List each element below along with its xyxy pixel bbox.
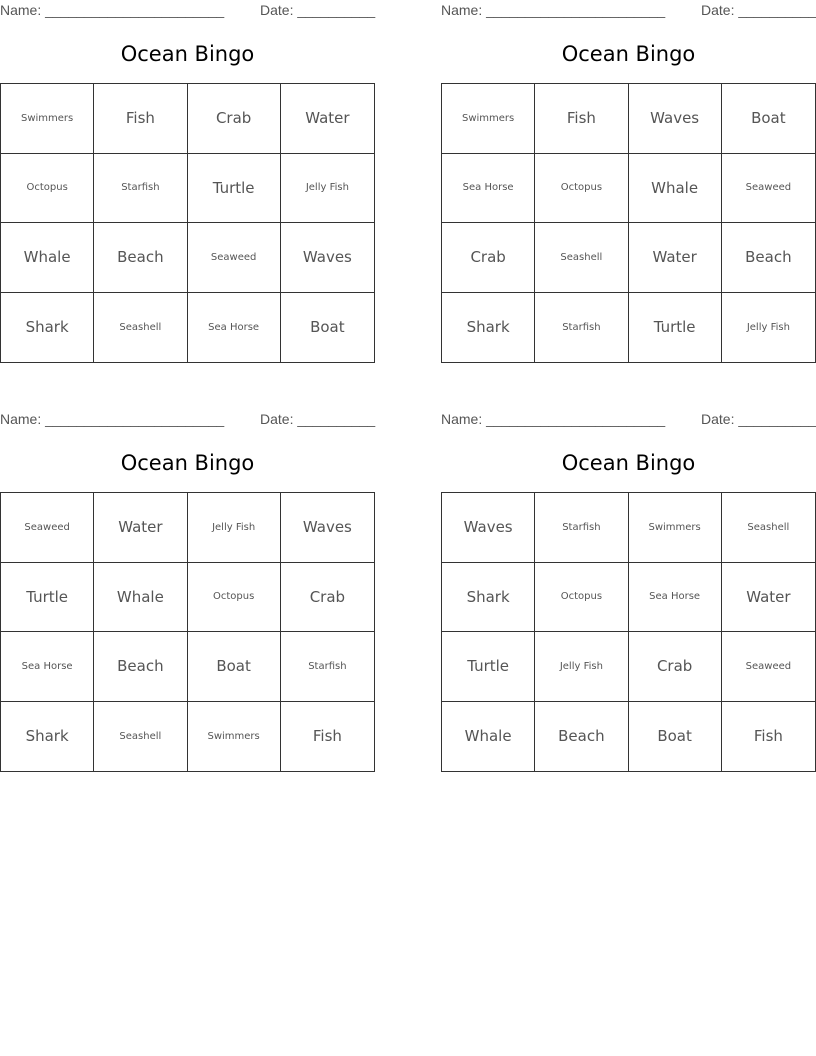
- bingo-cell[interactable]: Water: [281, 84, 374, 154]
- bingo-cell[interactable]: Seaweed: [1, 493, 94, 563]
- bingo-cell[interactable]: Starfish: [94, 154, 187, 224]
- bingo-cell[interactable]: Swimmers: [1, 84, 94, 154]
- bingo-cell[interactable]: Sea Horse: [442, 154, 535, 224]
- bingo-cell[interactable]: Crab: [442, 223, 535, 293]
- bingo-cell[interactable]: Waves: [442, 493, 535, 563]
- bingo-cell[interactable]: Boat: [722, 84, 815, 154]
- name-field[interactable]: Name: _______________________: [441, 2, 666, 18]
- bingo-cell[interactable]: Octopus: [1, 154, 94, 224]
- card-title: Ocean Bingo: [120, 42, 255, 66]
- bingo-grid: [441, 83, 816, 363]
- bingo-cell[interactable]: Turtle: [629, 293, 722, 363]
- bingo-cell[interactable]: Shark: [1, 702, 94, 772]
- bingo-cell[interactable]: Octopus: [188, 563, 281, 633]
- bingo-cell[interactable]: Water: [629, 223, 722, 293]
- bingo-card: [0, 409, 375, 781]
- bingo-cell[interactable]: Jelly Fish: [281, 154, 374, 224]
- bingo-cell[interactable]: Waves: [629, 84, 722, 154]
- bingo-cell[interactable]: Starfish: [535, 293, 628, 363]
- bingo-cell[interactable]: Seashell: [535, 223, 628, 293]
- bingo-cell[interactable]: Whale: [629, 154, 722, 224]
- bingo-cell[interactable]: Whale: [94, 563, 187, 633]
- bingo-cell[interactable]: Starfish: [535, 493, 628, 563]
- bingo-card: [441, 409, 816, 781]
- date-field[interactable]: Date: __________: [701, 411, 816, 427]
- bingo-grid: [0, 83, 375, 363]
- date-field[interactable]: Date: __________: [260, 411, 376, 427]
- card-title: Ocean Bingo: [561, 451, 696, 475]
- bingo-cell[interactable]: Fish: [535, 84, 628, 154]
- bingo-cell[interactable]: Boat: [310, 318, 345, 337]
- bingo-cell[interactable]: Waves: [281, 223, 374, 293]
- bingo-cell[interactable]: Beach: [722, 223, 815, 293]
- bingo-cell[interactable]: Jelly Fish: [746, 321, 790, 333]
- bingo-cell[interactable]: Starfish: [281, 632, 374, 702]
- card-header-row: [441, 2, 816, 20]
- bingo-cell[interactable]: Swimmers: [442, 84, 535, 154]
- bingo-cell[interactable]: Sea Horse: [1, 632, 94, 702]
- bingo-cell[interactable]: Seaweed: [188, 223, 281, 293]
- bingo-cell[interactable]: Boat: [188, 632, 281, 702]
- name-field[interactable]: Name: _______________________: [441, 411, 666, 427]
- bingo-cell[interactable]: Crab: [281, 563, 374, 633]
- bingo-cell[interactable]: Sea Horse: [188, 293, 281, 363]
- card-header-row: [0, 2, 375, 20]
- bingo-cell[interactable]: Seaweed: [722, 632, 815, 702]
- date-field[interactable]: Date: __________: [260, 2, 376, 18]
- card-header-row: [0, 411, 375, 429]
- bingo-cell[interactable]: Waves: [281, 493, 374, 563]
- bingo-cell[interactable]: Turtle: [1, 563, 94, 633]
- bingo-cell[interactable]: Swimmers: [629, 493, 722, 563]
- bingo-cell[interactable]: Crab: [188, 84, 281, 154]
- date-field[interactable]: Date: __________: [701, 2, 816, 18]
- bingo-cell[interactable]: Water: [94, 493, 187, 563]
- bingo-cell[interactable]: Swimmers: [188, 702, 281, 772]
- bingo-cell[interactable]: Turtle: [188, 154, 281, 224]
- bingo-cell[interactable]: Shark: [442, 293, 535, 363]
- bingo-cell[interactable]: Whale: [1, 223, 94, 293]
- card-title: Ocean Bingo: [561, 42, 696, 66]
- bingo-card: [0, 0, 375, 372]
- bingo-cell[interactable]: Shark: [1, 293, 94, 363]
- bingo-cell[interactable]: Octopus: [535, 563, 628, 633]
- bingo-cell[interactable]: Crab: [629, 632, 722, 702]
- bingo-cell[interactable]: Seashell: [722, 493, 815, 563]
- name-field[interactable]: Name: _______________________: [0, 2, 225, 18]
- bingo-cell[interactable]: Beach: [94, 632, 187, 702]
- bingo-cell[interactable]: Water: [722, 563, 815, 633]
- bingo-grid: [441, 492, 816, 772]
- bingo-grid: [0, 492, 375, 772]
- bingo-cell[interactable]: Seashell: [94, 293, 187, 363]
- bingo-cell[interactable]: Fish: [753, 727, 783, 746]
- bingo-card: [441, 0, 816, 372]
- card-title: Ocean Bingo: [120, 451, 255, 475]
- bingo-cell[interactable]: Shark: [442, 563, 535, 633]
- bingo-cell[interactable]: Fish: [94, 84, 187, 154]
- bingo-cell[interactable]: Seashell: [94, 702, 187, 772]
- bingo-cell[interactable]: Jelly Fish: [535, 632, 628, 702]
- bingo-cell[interactable]: Beach: [535, 702, 628, 772]
- card-header-row: [441, 411, 816, 429]
- bingo-cell[interactable]: Fish: [312, 727, 342, 746]
- bingo-cell[interactable]: Jelly Fish: [188, 493, 281, 563]
- bingo-cell[interactable]: Octopus: [535, 154, 628, 224]
- bingo-cell[interactable]: Turtle: [442, 632, 535, 702]
- bingo-cell[interactable]: Boat: [629, 702, 722, 772]
- bingo-cell[interactable]: Seaweed: [722, 154, 815, 224]
- bingo-cell[interactable]: Beach: [94, 223, 187, 293]
- bingo-cell[interactable]: Whale: [442, 702, 535, 772]
- name-field[interactable]: Name: _______________________: [0, 411, 225, 427]
- bingo-cell[interactable]: Sea Horse: [629, 563, 722, 633]
